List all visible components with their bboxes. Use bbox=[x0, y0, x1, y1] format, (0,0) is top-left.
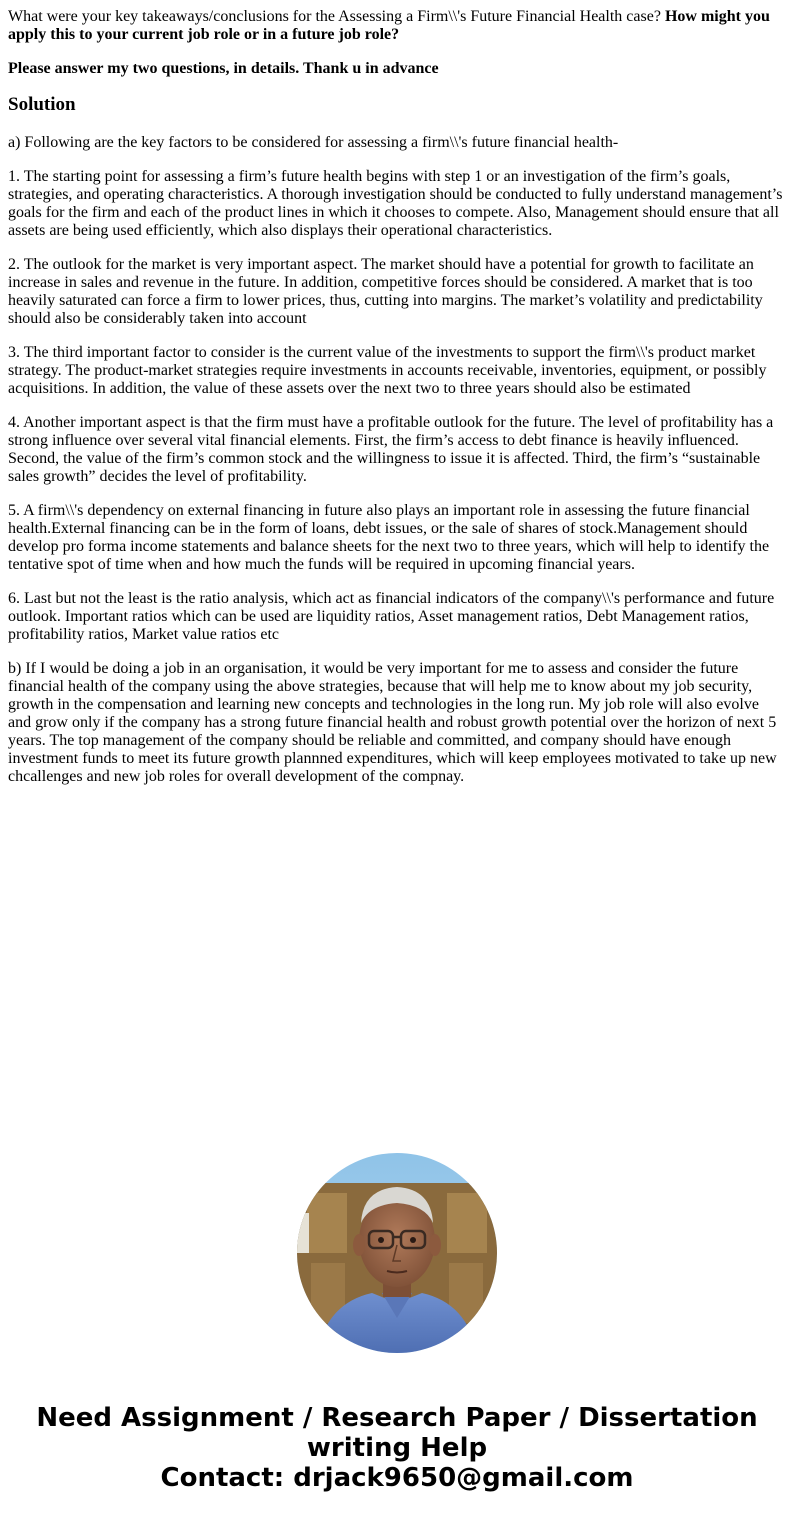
question-bold: How might you apply this to your current job role or in a future job role? bbox=[8, 8, 770, 43]
question-text bbox=[8, 8, 786, 44]
contact-advertisement bbox=[0, 1403, 794, 1493]
advert-line-1: Need Assignment / Research Paper / Dissertation bbox=[36, 1403, 758, 1433]
paragraph-point-6: 6. Last but not the least is the ratio analysis, which act as financial indicators of the company\\'s performance and future outlook. Important ratios which can be used are liquidity ratios, Asset management ratios, Debt Management ratios, profitability ratios, Market value ratios etc bbox=[8, 590, 775, 643]
paragraph-part-b: b) If I would be doing a job in an organisation, it would be very important for me to assess and consider the future financial health of the company using the above strategies, because that will help me to know about my job security, growth in the compensation and learning new concepts and technologies in the long run. My job role will also evolve and grow only if the company has a strong future financial health and robust growth potential over the horizon of next 5 years. The top management of the company should be reliable and committed, and company should have enough investment funds to meet its future growth plannned expenditures, which will keep employees motivated to take up new chcallenges and new job roles for overall development of the compnay. bbox=[8, 660, 777, 785]
question-plain: What were your key takeaways/conclusions for the Assessing a Firm\\'s Future Financial Health case? bbox=[8, 8, 665, 25]
advert-contact-line: Contact: drjack9650@gmail.com bbox=[160, 1463, 634, 1493]
paragraph-point-4: 4. Another important aspect is that the firm must have a profitable outlook for the future. The level of profitability has a strong influence over several vital financial elements. First, the firm’s access to debt finance is heavily influenced. Second, the value of the firm’s common stock and the willingness to issue it is affected. Third, the firm’s “sustainable sales growth” decides the level of profitability. bbox=[8, 414, 774, 485]
paragraph-point-3: 3. The third important factor to consider is the current value of the investments to support the firm\\'s product market strategy. The product-market strategies require investments in accounts receivable, inventories, equipment, or possibly acquisitions. In addition, the value of these assets over the next two to three years should also be estimated bbox=[8, 344, 767, 397]
paragraph-point-1: 1. The starting point for assessing a firm’s future health begins with step 1 or an investigation of the firm’s goals, strategies, and operating characteristics. A thorough investigation should be conducted to fully understand management’s goals for the firm and each of the product lines in which it chooses to compete. Also, Management should ensure that all assets are being used efficiently, which also displays their operational characteristics. bbox=[8, 168, 783, 239]
request-text: Please answer my two questions, in details. Thank u in advance bbox=[8, 60, 439, 77]
solution-heading: Solution bbox=[8, 94, 76, 115]
advert-line-2: writing Help bbox=[306, 1433, 488, 1463]
avatar bbox=[297, 1153, 497, 1353]
paragraph-intro: a) Following are the key factors to be considered for assessing a firm\\'s future financial health- bbox=[8, 134, 619, 151]
paragraph-point-5: 5. A firm\\'s dependency on external financing in future also plays an important role in assessing the future financial health.External financing can be in the form of loans, debt issues, or the sale of shares of stock.Management should develop pro forma income statements and balance sheets for the next two to three years, which will help to identify the tentative spot of time when and how much the funds will be required in upcoming financial years. bbox=[8, 502, 770, 573]
paragraph-point-2: 2. The outlook for the market is very important aspect. The market should have a potential for growth to facilitate an increase in sales and revenue in the future. In addition, competitive forces should be considered. A market that is too heavily saturated can force a firm to lower prices, thus, cutting into margins. The market’s volatility and predictability should also be considerably taken into account bbox=[8, 256, 763, 327]
avatar-portrait-image bbox=[297, 1153, 497, 1353]
